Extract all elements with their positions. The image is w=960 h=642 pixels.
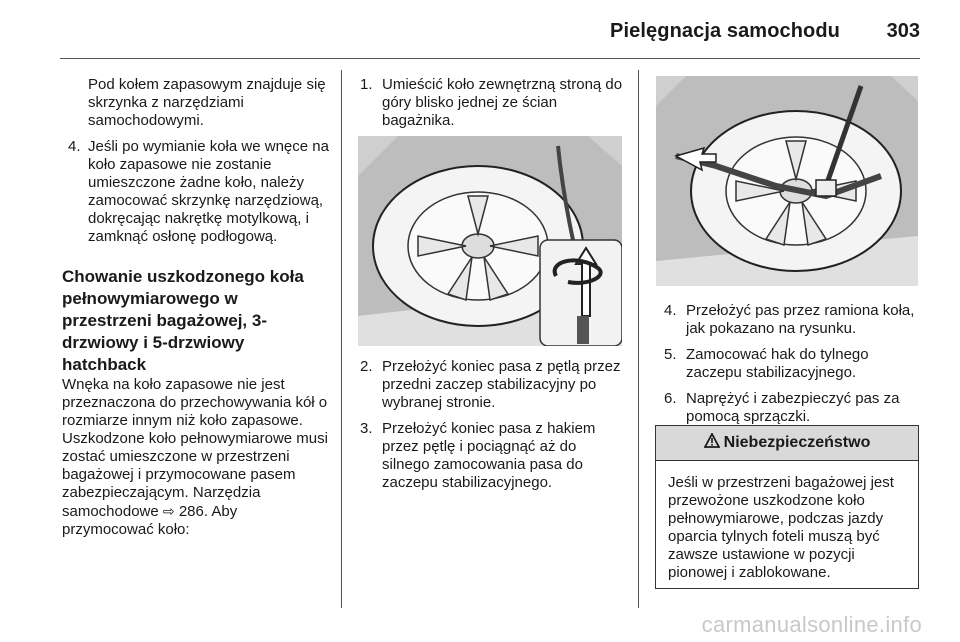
list-item [664,390,918,426]
right-column [664,302,918,426]
strap-illustration [656,76,918,286]
list-text: Naprężyć i zabezpieczyć pas za pomocą sprzączki. [686,390,900,425]
warning-header [656,426,918,461]
list-text: Przełożyć koniec pasa z hakiem przez pętlę i pociągnąć aż do silnego zamocowania pasa do zaczepu stabilizacyjnego. [382,420,596,491]
list-text: Przełożyć pas przez ramiona koła, jak pokazano na rysunku. [686,302,915,337]
list-item [360,358,626,412]
warning-title: Niebezpieczeństwo [723,434,871,451]
page-number: 303 [886,20,920,42]
column-divider [341,70,342,608]
body-text-end: . Aby przymocować koło: [62,503,238,538]
list-number: 6. [664,390,677,407]
middle-column [360,76,626,130]
list-number: 4. [68,138,81,155]
wheel-in-trunk-image [358,136,622,346]
list-number: 4. [664,302,677,319]
list-item [664,346,918,382]
list-text: Przełożyć koniec pasa z pętlą przez przedni zaczep stabilizacyjny po wybranej stronie. [382,358,621,411]
list-number: 2. [360,358,373,375]
page-title: Pielęgnacja samochodu [610,20,840,42]
list-item [360,76,626,130]
middle-column-lower [360,358,626,492]
list-item [62,138,330,246]
list-number: 3. [360,420,373,437]
warning-box [655,425,919,589]
watermark: carmanualsonline.info [701,612,922,637]
page-reference[interactable]: 286 [178,503,204,520]
intro-paragraph: Pod kołem zapasowym znajduje się skrzynka z narzędziami samochodowymi. [88,76,326,129]
list-text: Jeśli po wymianie koła we wnęce na koło zapasowe nie zostanie umieszczone żadne koło, należy zamocować skrzynkę narzędziową, dokręcając nakrętkę motylkową, i zamknąć osłonę podłogową. [88,138,329,245]
spare-wheel-illustration [358,136,622,346]
list-text: Umieścić koło zewnętrzną stroną do góry blisko jednej ze ścian bagażnika. [382,76,623,129]
body-paragraph [62,376,330,539]
list-text: Zamocować hak do tylnego zaczepu stabilizacyjnego. [686,346,869,381]
warning-triangle-icon [704,433,720,453]
warning-text: Jeśli w przestrzeni bagażowej jest przewożone uszkodzone koło pełnowymiarowe, podczas jazdy oparcia tylnych foteli muszą być zawsze ustawione w pozycji pionowej i zablokowane. [668,474,894,581]
body-text: Wnęka na koło zapasowe nie jest przeznaczona do przechowywania kół o rozmiarze innym niż koło zapasowe. Uszkodzone koło pełnowymiarowe musi zostać umieszczone w przestrzeni bagażowej i przymocowane pasem zabezpieczającym. Narzędzia samochodowe [62,376,328,520]
column-divider [638,70,639,608]
left-column [62,76,330,539]
wheel-strap-image [656,76,918,286]
section-heading: Chowanie uszkodzonego koła pełnowymiarowego w przestrzeni bagażowej, 3-drzwiowy i 5-drzwiowy hatchback [62,267,304,374]
list-item [664,302,918,338]
list-number: 5. [664,346,677,363]
page-reference-arrow-icon: ⇨ [162,503,175,519]
list-item [360,420,626,492]
list-number: 1. [360,76,373,93]
header-divider [60,58,920,59]
